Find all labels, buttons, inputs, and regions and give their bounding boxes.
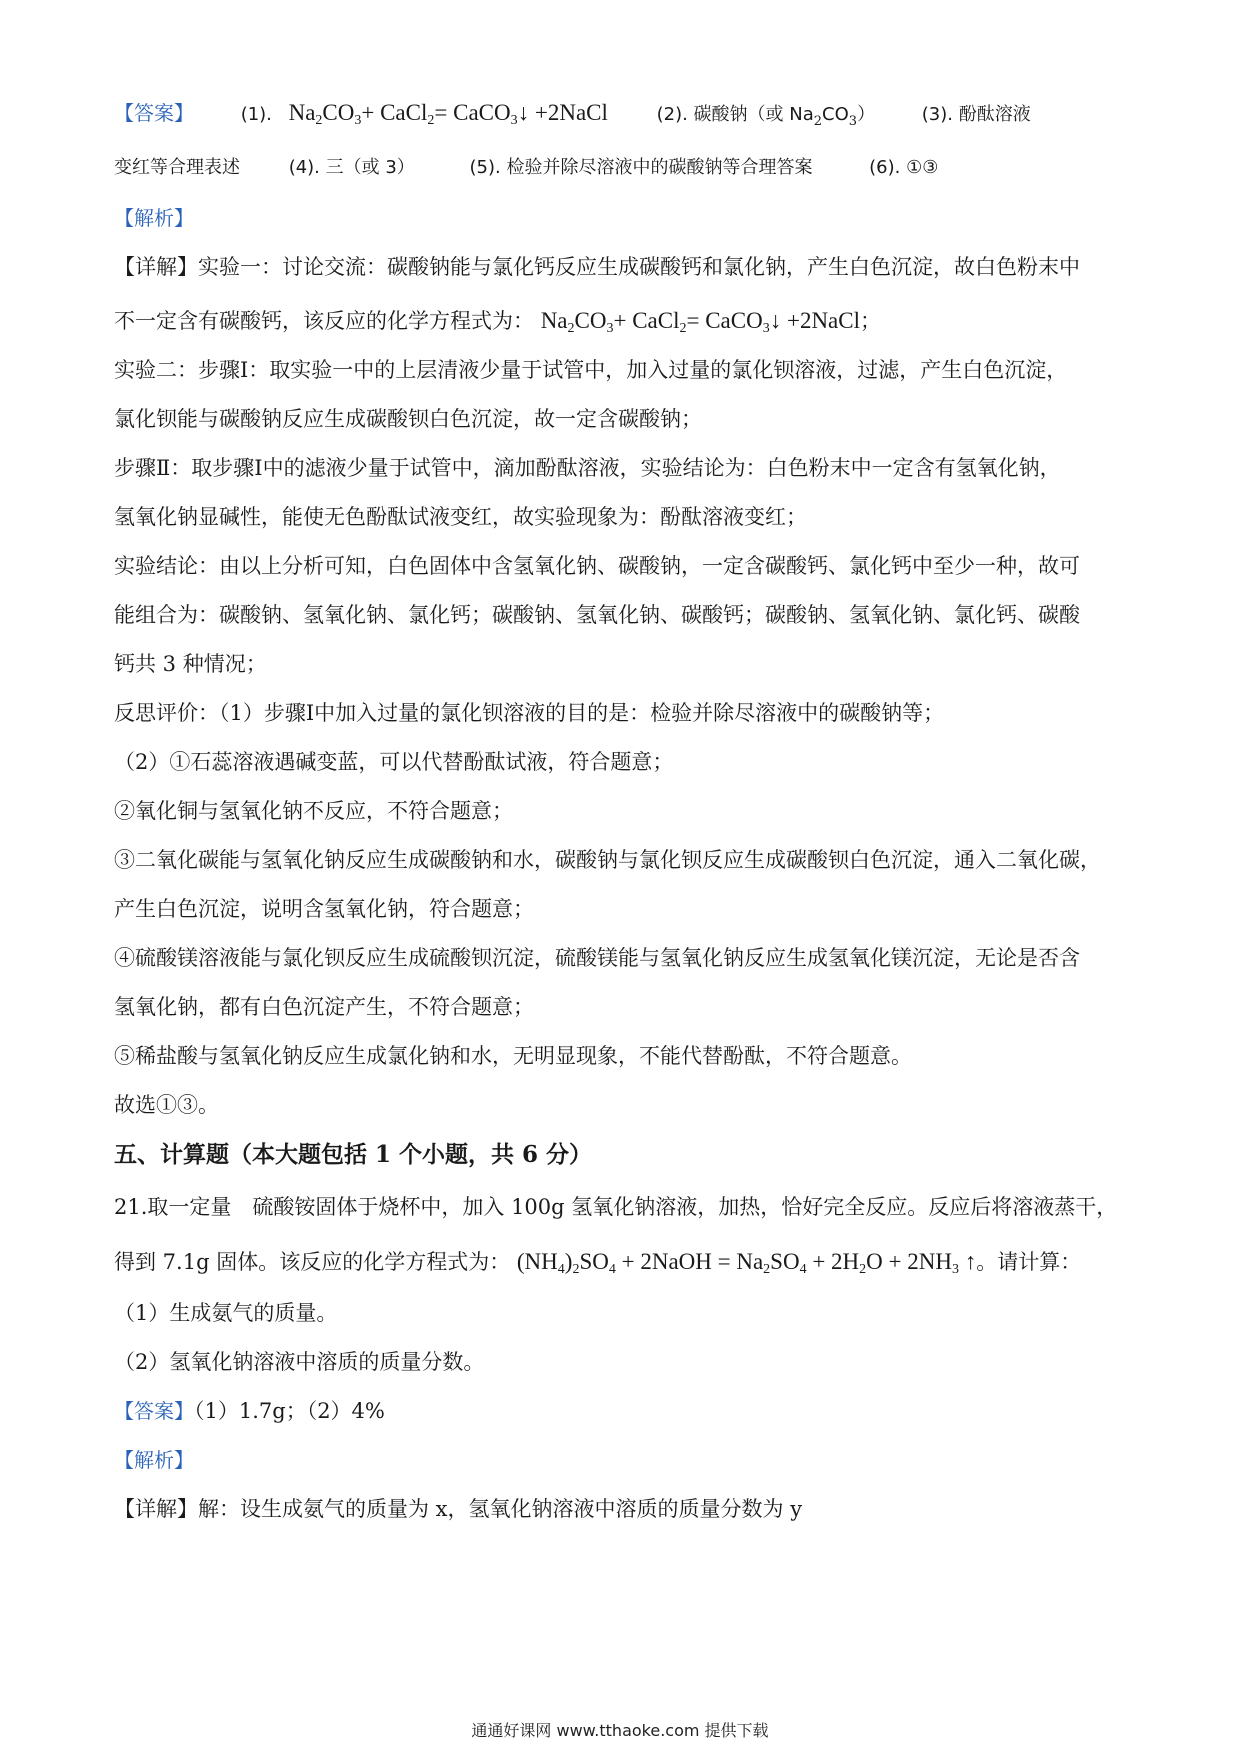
question-part-1: （1）生成氨气的质量。 (114, 1301, 338, 1325)
detail-line-4: 氯化钡能与碳酸钠反应生成碳酸钡白色沉淀，故一定含碳酸钠； (114, 407, 702, 431)
analysis-tag: 【解析】 (114, 206, 194, 230)
detail-2-line: 【详解】解：设生成氨气的质量为 x，氢氧化钠溶液中溶质的质量分数为 y (114, 1497, 803, 1521)
equation-3: $(NH_4)_2SO_4$ + 2NaOH = $Na_2SO_4 + 2H_2O + 2NH_3$ ↑ (516, 1249, 977, 1277)
detail-line-3: 实验二：步骤Ⅰ：取实验一中的上层清液少量于试管中，加入过量的氯化钡溶液，过滤，产生白色沉淀， (114, 358, 1068, 382)
answer-line-2 (114, 151, 1134, 183)
answer-line-1 (114, 98, 1134, 137)
page-footer: 通通好课网 www.tthaoke.com 提供下载 (471, 1721, 769, 1740)
detail-line-12: ②氧化铜与氢氧化钠不反应，不符合题意； (114, 799, 513, 823)
detail-line-7: 实验结论：由以上分析可知，白色固体中含氢氧化钠、碳酸钠，一定含碳酸钙、氯化钙中至少一种，故可 (114, 554, 1080, 578)
answer-item-3: (3). 酚酞溶液 (921, 104, 1031, 125)
answer-item-6: (6). ①③ (869, 157, 939, 178)
detail-line-8: 能组合为：碳酸钠、氢氧化钠、氯化钙；碳酸钠、氢氧化钠、碳酸钙；碳酸钠、氢氧化钠、氯化钙、碳酸 (114, 603, 1080, 627)
analysis-2-tag: 【解析】 (114, 1448, 194, 1472)
detail-line-11: （2）①石蕊溶液遇碱变蓝，可以代替酚酞试液，符合题意； (114, 750, 674, 774)
detail-line-17: ⑤稀盐酸与氢氧化钠反应生成氯化钠和水，无明显现象，不能代替酚酞，不符合题意。 (114, 1044, 912, 1068)
detail-line-14: 产生白色沉淀，说明含氢氧化钠，符合题意； (114, 897, 534, 921)
answer-item-3-cont: 变红等合理表述 (114, 157, 240, 178)
detail-line-5: 步骤Ⅱ：取步骤Ⅰ中的滤液少量于试管中，滴加酚酞溶液，实验结论为：白色粉末中一定含有氢氧化钠， (114, 456, 1061, 480)
answer-2-text: （1）1.7g；（2）4% (194, 1399, 385, 1423)
question-line-1: 21.取一定量 硫酸铵固体于烧杯中，加入 100g 氢氧化钠溶液，加热，恰好完全反应。反应后将溶液蒸干， (114, 1195, 1118, 1219)
answer-2-line (114, 1396, 1134, 1426)
answer-item-5: (5). 检验并除尽溶液中的碳酸钠等合理答案 (469, 157, 813, 178)
question-part-2: （2）氢氧化钠溶液中溶质的质量分数。 (114, 1350, 485, 1374)
section-heading: 五、计算题（本大题包括 1 个小题，共 6 分） (114, 1141, 593, 1168)
answer-tag: 【答案】 (114, 101, 194, 125)
detail-line-6: 氢氧化钠显碱性，能使无色酚酞试液变红，故实验现象为：酚酞溶液变红； (114, 505, 807, 529)
detail-line-13: ③二氧化碳能与氢氧化钠反应生成碳酸钠和水，碳酸钠与氯化钡反应生成碳酸钡白色沉淀，通入二氧化碳， (114, 848, 1101, 872)
question-line-2: 得到 7.1g 固体。该反应的化学方程式为： $(NH_4)_2SO_4$ + 2NaOH = $Na_2SO_4 + 2H_2O + 2NH_3$ ↑。请计算： (114, 1249, 1082, 1277)
detail-line-1: 【详解】实验一：讨论交流：碳酸钠能与氯化钙反应生成碳酸钙和氯化钠，产生白色沉淀，故白色粉末中 (114, 255, 1080, 279)
equation-1: $Na_2CO_3+$ CaCl$_2$= CaCO$_3$↓ +2NaCl (288, 100, 608, 128)
answer-item-1: (1). (240, 104, 272, 125)
answer-item-4: (4). 三（或 3） (288, 157, 415, 178)
detail-line-9: 钙共 3 种情况； (114, 652, 267, 676)
equation-2: $Na_2CO_3+$ CaCl$_2$= CaCO$_3$↓ +2NaCl (540, 308, 860, 336)
analysis-2-line (114, 1445, 1134, 1475)
answer-2-tag: 【答案】 (114, 1399, 194, 1423)
analysis-line (114, 203, 1134, 233)
detail-line-10: 反思评价：（1）步骤Ⅰ中加入过量的氯化钡溶液的目的是：检验并除尽溶液中的碳酸钠等； (114, 701, 945, 725)
answer-item-2: (2). 碳酸钠（或 $Na_2CO_3$） (656, 104, 876, 130)
detail-line-2: 不一定含有碳酸钙，该反应的化学方程式为： $Na_2CO_3+$ CaCl$_2$= CaCO$_3$↓ +2NaCl； (114, 308, 881, 336)
detail-line-15: ④硫酸镁溶液能与氯化钡反应生成硫酸钡沉淀，硫酸镁能与氢氧化钠反应生成氢氧化镁沉淀，无论是否含 (114, 946, 1080, 970)
detail-line-18: 故选①③。 (114, 1093, 219, 1117)
detail-line-16: 氢氧化钠，都有白色沉淀产生，不符合题意； (114, 995, 534, 1019)
